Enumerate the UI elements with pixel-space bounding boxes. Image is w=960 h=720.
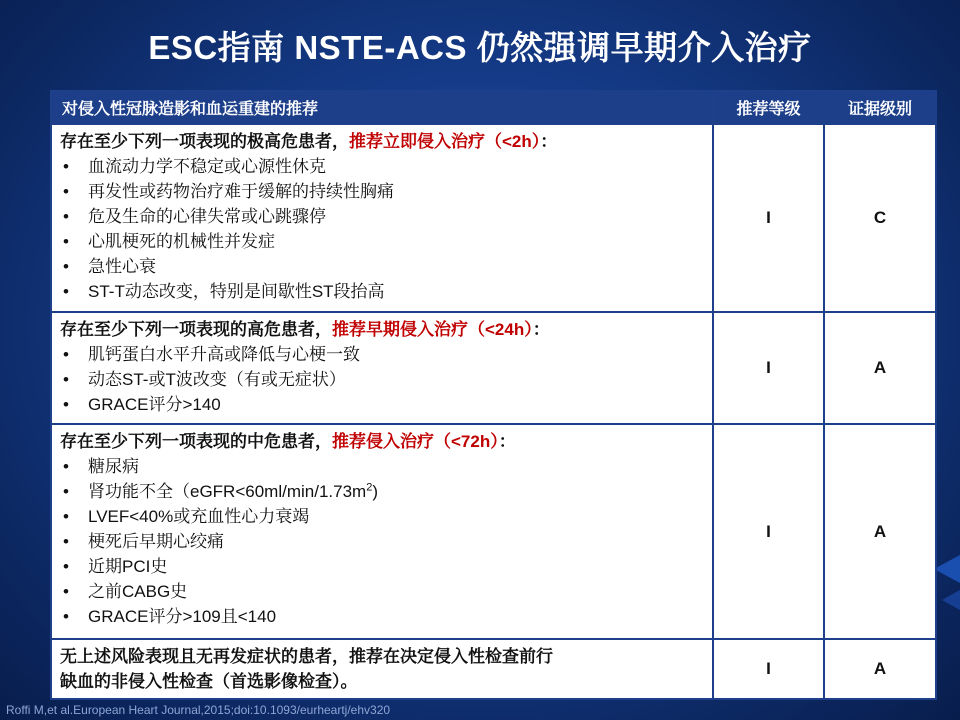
bullet-icon: • — [63, 395, 69, 414]
bullet-icon: • — [63, 457, 69, 476]
table-row — [51, 639, 936, 699]
level-cell: A — [824, 312, 936, 424]
heading-emphasis: 推荐早期侵入治疗（<24h） — [332, 320, 533, 339]
heading-text: 存在至少下列一项表现的极高危患者， — [60, 132, 349, 151]
bullet-icon: • — [63, 482, 69, 501]
list-item — [60, 504, 704, 529]
list-item — [60, 604, 704, 629]
item-text: 血流动力学不稳定或心源性休克 — [88, 157, 326, 176]
row-heading — [60, 317, 704, 342]
item-text: GRACE评分>140 — [88, 395, 221, 414]
heading-emphasis: 推荐侵入治疗（<72h） — [332, 432, 499, 451]
criteria-list — [60, 154, 704, 304]
row-text-line: 缺血的非侵入性检查（首选影像检查）。 — [60, 672, 358, 691]
recommendation-cell — [51, 424, 713, 639]
item-text: 心肌梗死的机械性并发症 — [88, 232, 275, 251]
level-cell: C — [824, 124, 936, 312]
heading-text: 存在至少下列一项表现的中危患者， — [60, 432, 332, 451]
closing-paren: ) — [372, 482, 378, 501]
list-item — [60, 367, 704, 392]
item-text: 之前CABG史 — [88, 582, 188, 601]
list-item — [60, 392, 704, 417]
item-text: 危及生命的心律失常或心跳骤停 — [88, 207, 326, 226]
class-cell: I — [713, 124, 824, 312]
bullet-icon: • — [63, 207, 69, 226]
level-cell: A — [824, 424, 936, 639]
table-row — [51, 424, 936, 639]
slide-title: ESC指南 NSTE-ACS 仍然强调早期介入治疗 — [148, 29, 812, 66]
list-item — [60, 579, 704, 604]
list-item — [60, 229, 704, 254]
list-item — [60, 479, 704, 504]
bullet-icon: • — [63, 507, 69, 526]
item-text: 急性心衰 — [88, 257, 156, 276]
list-item — [60, 342, 704, 367]
header-level: 证据级别 — [824, 91, 936, 124]
recommendation-cell — [51, 124, 713, 312]
bullet-icon: • — [63, 607, 69, 626]
decorative-arrow-small — [942, 590, 960, 610]
superscript: 2 — [366, 481, 373, 494]
bullet-icon: • — [63, 232, 69, 251]
heading-emphasis: 推荐立即侵入治疗（<2h） — [349, 132, 541, 151]
heading-colon: ： — [498, 432, 516, 451]
criteria-list — [60, 454, 704, 629]
item-text: 再发性或药物治疗难于缓解的持续性胸痛 — [88, 182, 394, 201]
decorative-arrow — [934, 555, 960, 583]
bullet-icon: • — [63, 282, 69, 301]
class-cell: I — [713, 639, 824, 699]
row-heading — [60, 129, 704, 154]
list-item — [60, 204, 704, 229]
list-item — [60, 179, 704, 204]
heading-colon: ： — [540, 132, 558, 151]
level-cell: A — [824, 639, 936, 699]
item-text: 近期PCI史 — [88, 557, 168, 576]
list-item — [60, 554, 704, 579]
class-cell: I — [713, 312, 824, 424]
bullet-icon: • — [63, 370, 69, 389]
item-text: 肌钙蛋白水平升高或降低与心梗一致 — [88, 345, 360, 364]
bullet-icon: • — [63, 257, 69, 276]
item-text: ST-T动态改变，特别是间歇性ST段抬高 — [88, 282, 385, 301]
item-text: 动态ST-或T波改变（有或无症状） — [88, 370, 346, 389]
recommendation-cell — [51, 312, 713, 424]
table-row — [51, 312, 936, 424]
bullet-icon: • — [63, 182, 69, 201]
list-item — [60, 279, 704, 304]
list-item — [60, 454, 704, 479]
header-class: 推荐等级 — [713, 91, 824, 124]
row-text-line: 无上述风险表现且无再发症状的患者，推荐在决定侵入性检查前行 — [60, 647, 553, 666]
bullet-icon: • — [63, 582, 69, 601]
citation-footnote: Roffi M,et al.European Heart Journal,2015;doi:10.1093/eurheartj/ehv320 — [6, 703, 391, 717]
item-text: LVEF<40%或充血性心力衰竭 — [88, 507, 310, 526]
list-item — [60, 529, 704, 554]
criteria-list — [60, 342, 704, 417]
row-heading — [60, 429, 704, 454]
header-recommendation: 对侵入性冠脉造影和血运重建的推荐 — [51, 91, 713, 124]
bullet-icon: • — [63, 157, 69, 176]
item-text: 肾功能不全（eGFR<60ml/min/1.73m — [88, 482, 367, 501]
recommendation-table — [50, 90, 937, 700]
list-item — [60, 254, 704, 279]
bullet-icon: • — [63, 345, 69, 364]
bullet-icon: • — [63, 557, 69, 576]
item-text: 糖尿病 — [88, 457, 139, 476]
table-header-row — [51, 91, 936, 124]
table-row — [51, 124, 936, 312]
item-text: 梗死后早期心绞痛 — [88, 532, 224, 551]
recommendation-cell — [51, 639, 713, 699]
heading-text: 存在至少下列一项表现的高危患者， — [60, 320, 332, 339]
bullet-icon: • — [63, 532, 69, 551]
class-cell: I — [713, 424, 824, 639]
item-text: GRACE评分>109且<140 — [88, 607, 277, 626]
heading-colon: ： — [532, 320, 550, 339]
list-item — [60, 154, 704, 179]
